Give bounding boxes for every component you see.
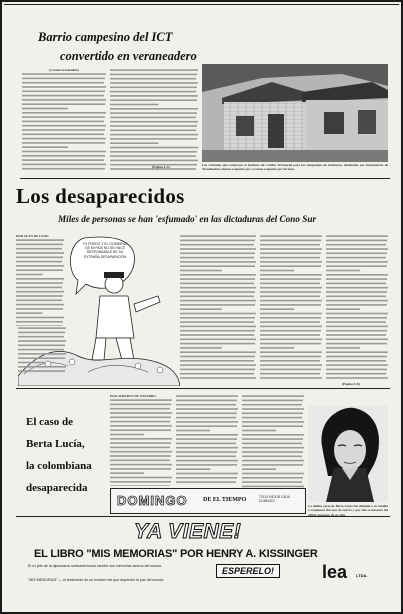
main-column-3 bbox=[260, 234, 322, 382]
body-copy-line bbox=[326, 330, 387, 332]
body-copy-line bbox=[242, 447, 304, 449]
body-copy-line bbox=[22, 121, 104, 123]
berta-byline: POR ALBERTO DE NAVARRO bbox=[110, 394, 156, 398]
body-copy-line bbox=[242, 408, 304, 410]
domingo-paper: DE EL TIEMPO bbox=[203, 497, 247, 503]
body-copy-line bbox=[326, 300, 388, 302]
body-copy-line bbox=[242, 473, 304, 475]
body-copy-lines bbox=[22, 72, 106, 172]
ad-tag: ESPERELO! bbox=[216, 564, 280, 578]
body-copy-line bbox=[22, 125, 106, 127]
body-copy-line bbox=[260, 274, 322, 276]
berta-column-2 bbox=[176, 394, 238, 486]
body-copy-line bbox=[326, 317, 387, 319]
body-copy-line bbox=[242, 464, 303, 466]
body-copy-line bbox=[242, 460, 304, 462]
berta-column-1 bbox=[110, 394, 172, 486]
body-copy-line bbox=[110, 434, 144, 436]
domingo-banner bbox=[110, 488, 306, 514]
body-copy-line bbox=[180, 278, 255, 280]
body-copy-line bbox=[326, 377, 388, 379]
body-copy-line bbox=[110, 99, 197, 101]
body-copy-line bbox=[18, 345, 65, 347]
body-copy-line bbox=[176, 395, 238, 397]
body-copy-line bbox=[176, 481, 236, 483]
ad-line-1: El ex jefe de la diplomacia norteamericana escribe sus memorias acerca del mundo. bbox=[28, 564, 163, 568]
body-copy-line bbox=[180, 369, 255, 371]
body-copy-line bbox=[326, 283, 386, 285]
ad-line-2: "MIS MEMORIAS" — el testimonio de un hombre del que dependió la paz del mundo. bbox=[28, 578, 165, 582]
body-copy-line bbox=[326, 261, 388, 263]
body-copy-line bbox=[260, 253, 321, 255]
body-copy-line bbox=[110, 78, 196, 80]
body-copy-line bbox=[176, 404, 236, 406]
body-copy-line bbox=[110, 117, 196, 119]
body-copy-line bbox=[180, 296, 254, 298]
berta-title-1: El caso de bbox=[26, 416, 74, 428]
body-copy-line bbox=[260, 265, 321, 267]
body-copy-line bbox=[326, 351, 388, 353]
body-copy-line bbox=[260, 321, 320, 323]
body-copy-line bbox=[18, 332, 65, 334]
top-rule bbox=[4, 4, 399, 5]
body-copy-line bbox=[176, 456, 236, 458]
body-copy-line bbox=[110, 142, 158, 144]
body-copy-line bbox=[242, 477, 303, 479]
body-copy-line bbox=[176, 438, 237, 440]
body-copy-line bbox=[110, 481, 171, 483]
body-copy-line bbox=[22, 108, 68, 110]
body-copy-line bbox=[260, 283, 320, 285]
body-copy-line bbox=[176, 464, 237, 466]
body-copy-line bbox=[326, 347, 360, 349]
body-copy-line bbox=[176, 413, 237, 415]
body-copy-line bbox=[260, 248, 322, 250]
top-headline-line1: Barrio campesino del ICT bbox=[38, 30, 173, 44]
body-copy-line bbox=[176, 443, 236, 445]
body-copy-line bbox=[242, 438, 303, 440]
body-copy-line bbox=[326, 240, 387, 242]
body-copy-line bbox=[22, 112, 106, 114]
body-copy-line bbox=[110, 473, 144, 475]
body-copy-line bbox=[260, 377, 322, 379]
body-copy-line bbox=[180, 343, 255, 345]
body-copy-lines bbox=[176, 394, 238, 484]
body-copy-line bbox=[110, 125, 197, 127]
body-copy-line bbox=[260, 369, 321, 371]
body-copy-line bbox=[180, 364, 256, 366]
body-copy-line bbox=[260, 351, 322, 353]
body-copy-line bbox=[326, 287, 388, 289]
body-copy-line bbox=[110, 400, 172, 402]
body-copy-line bbox=[110, 412, 172, 414]
body-copy-line bbox=[110, 160, 198, 162]
body-copy-line bbox=[110, 138, 197, 140]
top-page-ref: (Página 4-A) bbox=[152, 165, 170, 169]
body-copy-line bbox=[326, 257, 386, 259]
body-copy-line bbox=[326, 253, 387, 255]
body-copy-line bbox=[176, 434, 238, 436]
body-copy-line bbox=[260, 330, 321, 332]
body-copy-line bbox=[18, 357, 65, 359]
body-copy-line bbox=[18, 366, 66, 368]
body-copy-line bbox=[110, 112, 197, 114]
domingo-brand: DOMINGO bbox=[117, 493, 188, 508]
body-copy-line bbox=[242, 451, 303, 453]
berta-portrait-image bbox=[308, 406, 388, 502]
berta-title-4: desaparecida bbox=[26, 482, 88, 494]
body-copy-line bbox=[260, 343, 321, 345]
main-column-1b bbox=[18, 326, 66, 376]
section-rule-1 bbox=[20, 178, 390, 179]
body-copy-line bbox=[22, 99, 106, 101]
body-copy-line bbox=[180, 240, 255, 242]
body-copy-line bbox=[180, 283, 254, 285]
body-copy-line bbox=[110, 477, 172, 479]
body-copy-line bbox=[22, 147, 68, 149]
top-column-2 bbox=[110, 68, 198, 172]
body-copy-lines bbox=[110, 398, 172, 486]
body-copy-line bbox=[180, 257, 254, 259]
body-copy-line bbox=[326, 373, 386, 375]
body-copy-line bbox=[110, 87, 197, 89]
body-copy-line bbox=[326, 278, 387, 280]
body-copy-line bbox=[260, 339, 322, 341]
ad-publisher-sub: LTDA. bbox=[356, 573, 368, 578]
body-copy-line bbox=[180, 330, 255, 332]
body-copy-line bbox=[242, 456, 302, 458]
body-copy-line bbox=[260, 313, 322, 315]
body-copy-line bbox=[242, 413, 303, 415]
body-copy-line bbox=[110, 408, 170, 410]
body-copy-lines bbox=[260, 234, 322, 380]
body-copy-line bbox=[180, 265, 255, 267]
newspaper-page bbox=[2, 2, 401, 612]
body-copy-line bbox=[22, 142, 105, 144]
body-copy-line bbox=[22, 82, 104, 84]
body-copy-line bbox=[260, 334, 320, 336]
body-copy-line bbox=[260, 291, 321, 293]
body-copy-line bbox=[260, 304, 321, 306]
body-copy-line bbox=[18, 370, 65, 372]
body-copy-line bbox=[260, 373, 320, 375]
body-copy-line bbox=[326, 304, 387, 306]
body-copy-line bbox=[110, 438, 172, 440]
body-copy-line bbox=[180, 304, 255, 306]
body-copy-line bbox=[110, 104, 158, 106]
berta-title-2: Berta Lucía, bbox=[26, 438, 85, 450]
body-copy-line bbox=[18, 362, 44, 364]
body-copy-line bbox=[22, 74, 106, 76]
body-copy-line bbox=[22, 155, 105, 157]
body-copy-line bbox=[242, 425, 303, 427]
main-column-4 bbox=[326, 234, 388, 382]
body-copy-line bbox=[176, 451, 237, 453]
domingo-note: TODO MEJOR CADA DOMINGO bbox=[259, 495, 290, 503]
body-copy-line bbox=[110, 443, 171, 445]
body-copy-line bbox=[326, 313, 388, 315]
body-copy-line bbox=[260, 364, 322, 366]
body-copy-line bbox=[22, 129, 105, 131]
body-copy-line bbox=[260, 240, 321, 242]
body-copy-line bbox=[110, 82, 198, 84]
body-copy-line bbox=[180, 270, 222, 272]
body-copy-line bbox=[110, 134, 198, 136]
body-copy-line bbox=[176, 400, 237, 402]
body-copy-line bbox=[176, 473, 238, 475]
body-copy-line bbox=[18, 336, 64, 338]
body-copy-line bbox=[326, 274, 388, 276]
body-copy-line bbox=[242, 486, 304, 488]
body-copy-line bbox=[260, 347, 294, 349]
body-copy-line bbox=[260, 278, 321, 280]
body-copy-line bbox=[18, 353, 66, 355]
body-copy-line bbox=[326, 270, 360, 272]
berta-portrait bbox=[308, 406, 388, 502]
main-byline: POR ALAN DE LEON bbox=[16, 234, 49, 238]
body-copy-line bbox=[260, 360, 320, 362]
body-copy-line bbox=[180, 360, 254, 362]
body-copy-line bbox=[242, 443, 302, 445]
body-copy-line bbox=[22, 78, 105, 80]
ad-headline: YA VIENE! bbox=[134, 520, 242, 543]
body-copy-line bbox=[110, 74, 197, 76]
ad-title: EL LIBRO "MIS MEMORIAS" POR HENRY A. KISSINGER bbox=[34, 548, 318, 560]
kissinger-ad bbox=[18, 518, 388, 592]
body-copy-line bbox=[242, 404, 302, 406]
body-copy-line bbox=[260, 296, 320, 298]
top-kicker-1: (Crónica irrefutable) bbox=[49, 68, 79, 72]
body-copy-line bbox=[176, 425, 237, 427]
body-copy-line bbox=[176, 468, 210, 470]
body-copy-line bbox=[180, 317, 255, 319]
body-copy-line bbox=[242, 434, 304, 436]
body-copy-line bbox=[22, 86, 106, 88]
body-copy-lines bbox=[180, 234, 256, 380]
main-subhead: Miles de personas se han 'esfumado' en las dictaduras del Cono Sur bbox=[58, 214, 317, 224]
body-copy-line bbox=[260, 257, 320, 259]
body-copy-line bbox=[260, 317, 321, 319]
cartoon-speech: YO PUEDO Y EL GOBIERNO DE MI PAÍS NO SE HACE RESPONSABLE DE SU EXTRAÑA DESAPARICIÓN bbox=[82, 242, 128, 259]
body-copy-line bbox=[176, 421, 238, 423]
body-copy-line bbox=[18, 349, 64, 351]
body-copy-line bbox=[180, 334, 254, 336]
body-copy-line bbox=[180, 339, 256, 341]
body-copy-line bbox=[180, 287, 256, 289]
body-copy-line bbox=[22, 164, 106, 166]
body-copy-line bbox=[326, 326, 388, 328]
body-copy-line bbox=[22, 95, 104, 97]
berta-portrait-caption: La última carta de Berta Lucía fue dirigida a su familia a comienzos del mes de marzo y por ella se informó del difícil momento de su vida. bbox=[308, 504, 388, 516]
body-copy-line bbox=[326, 308, 360, 310]
body-copy-line bbox=[260, 308, 294, 310]
body-copy-line bbox=[260, 287, 322, 289]
body-copy-lines bbox=[110, 68, 198, 171]
body-copy-line bbox=[260, 235, 322, 237]
main-page-ref: (Página 3-B) bbox=[342, 382, 360, 386]
body-copy-line bbox=[110, 417, 171, 419]
body-copy-line bbox=[110, 108, 198, 110]
body-copy-line bbox=[326, 334, 386, 336]
body-copy-line bbox=[176, 408, 238, 410]
body-copy-line bbox=[110, 430, 171, 432]
body-copy-line bbox=[180, 244, 254, 246]
body-copy-line bbox=[180, 313, 256, 315]
house-photo-caption: Las viviendas que construyó el Instituto de Crédito Territorial para los campesinos de Sutatausa, destinadas por funcionarios de Terminación, fueron ocupadas por ya están ocupadas por turistas. bbox=[202, 163, 388, 172]
body-copy-line bbox=[22, 160, 104, 162]
body-copy-line bbox=[176, 477, 237, 479]
body-copy-line bbox=[180, 253, 255, 255]
body-copy-line bbox=[326, 360, 386, 362]
body-copy-line bbox=[180, 356, 255, 358]
main-colhead-2 bbox=[180, 381, 256, 382]
body-copy-line bbox=[242, 421, 304, 423]
house-photo-image bbox=[202, 64, 388, 162]
body-copy-line bbox=[180, 308, 222, 310]
body-copy-line bbox=[326, 291, 387, 293]
body-copy-line bbox=[176, 430, 210, 432]
body-copy-line bbox=[242, 417, 302, 419]
body-copy-line bbox=[242, 400, 303, 402]
body-copy-line bbox=[18, 327, 66, 329]
body-copy-line bbox=[110, 464, 172, 466]
body-copy-line bbox=[110, 447, 170, 449]
section-rule-3 bbox=[16, 516, 390, 517]
body-copy-line bbox=[22, 91, 105, 93]
body-copy-line bbox=[180, 321, 254, 323]
house-photo bbox=[202, 64, 388, 162]
body-copy-line bbox=[22, 104, 105, 106]
body-copy-line bbox=[180, 373, 254, 375]
body-copy-line bbox=[176, 447, 238, 449]
body-copy-line bbox=[22, 117, 105, 119]
top-headline-line2: convertido en veraneadero bbox=[60, 49, 197, 63]
body-copy-line bbox=[110, 451, 172, 453]
body-copy-line bbox=[110, 147, 198, 149]
body-copy-line bbox=[110, 91, 196, 93]
body-copy-line bbox=[22, 168, 105, 170]
body-copy-line bbox=[180, 248, 256, 250]
body-copy-line bbox=[180, 235, 256, 237]
body-copy-line bbox=[326, 321, 386, 323]
main-column-2 bbox=[180, 234, 256, 382]
body-copy-line bbox=[110, 455, 171, 457]
body-copy-line bbox=[260, 300, 322, 302]
berta-title-3: la colombiana bbox=[26, 460, 92, 472]
body-copy-line bbox=[326, 265, 387, 267]
body-copy-line bbox=[260, 326, 322, 328]
body-copy-line bbox=[110, 130, 196, 132]
body-copy-line bbox=[180, 274, 256, 276]
body-copy-line bbox=[242, 481, 302, 483]
body-copy-line bbox=[110, 155, 196, 157]
body-copy-line bbox=[110, 468, 171, 470]
body-copy-line bbox=[110, 421, 170, 423]
body-copy-line bbox=[326, 296, 386, 298]
body-copy-line bbox=[18, 340, 66, 342]
body-copy-line bbox=[326, 364, 388, 366]
body-copy-line bbox=[326, 356, 387, 358]
body-copy-line bbox=[326, 343, 387, 345]
body-copy-line bbox=[110, 460, 170, 462]
body-copy-line bbox=[326, 244, 386, 246]
body-copy-line bbox=[176, 417, 236, 419]
body-copy-line bbox=[180, 300, 256, 302]
body-copy-line bbox=[22, 151, 106, 153]
body-copy-line bbox=[110, 404, 171, 406]
body-copy-line bbox=[326, 248, 388, 250]
top-column-1 bbox=[22, 68, 106, 172]
body-copy-line bbox=[22, 134, 104, 136]
body-copy-line bbox=[110, 69, 198, 71]
main-headline: Los desaparecidos bbox=[16, 184, 185, 208]
body-copy-line bbox=[180, 261, 256, 263]
body-copy-line bbox=[176, 460, 238, 462]
body-copy-line bbox=[242, 468, 276, 470]
body-copy-line bbox=[110, 95, 198, 97]
body-copy-line bbox=[180, 326, 256, 328]
body-copy-line bbox=[242, 430, 276, 432]
body-copy-line bbox=[180, 377, 256, 379]
ad-publisher-logo: lea bbox=[322, 562, 348, 582]
section-rule-2 bbox=[16, 388, 390, 389]
body-copy-lines bbox=[326, 234, 388, 380]
body-copy-line bbox=[180, 347, 222, 349]
body-copy-line bbox=[110, 425, 172, 427]
body-copy-line bbox=[242, 395, 304, 397]
body-copy-line bbox=[326, 339, 388, 341]
body-copy-line bbox=[110, 151, 197, 153]
body-copy-line bbox=[110, 121, 198, 123]
body-copy-line bbox=[180, 351, 256, 353]
body-copy-line bbox=[180, 291, 255, 293]
body-copy-line bbox=[326, 369, 387, 371]
body-copy-lines bbox=[18, 326, 66, 373]
body-copy-line bbox=[260, 261, 322, 263]
body-copy-line bbox=[260, 270, 294, 272]
body-copy-line bbox=[22, 138, 106, 140]
body-copy-line bbox=[326, 235, 388, 237]
body-copy-line bbox=[260, 356, 321, 358]
body-copy-line bbox=[260, 244, 320, 246]
